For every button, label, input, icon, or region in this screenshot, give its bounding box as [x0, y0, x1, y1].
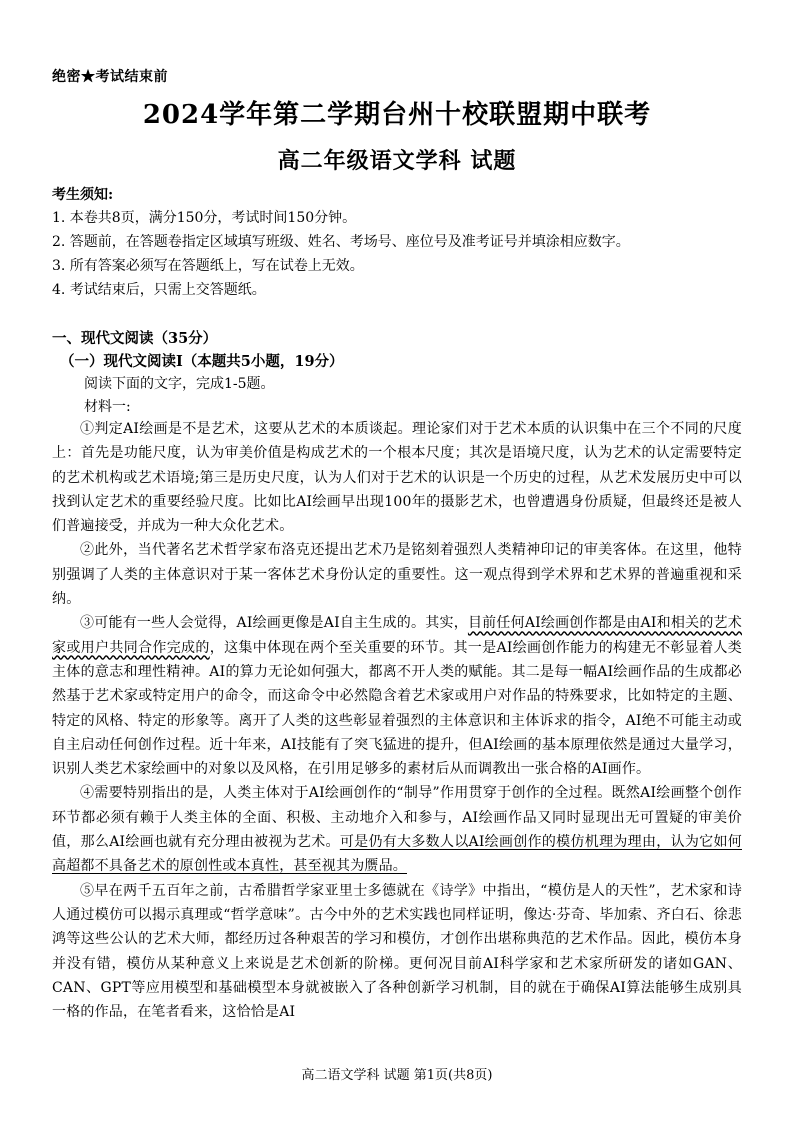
exam-subtitle: 高二年级语文学科 试题 — [277, 148, 517, 174]
paragraph-4-start: ④需要特别指出的是，人类主体对于AI绘画创作的“制导”作用贯穿于创作的全过程。既然AI绘画整个创作环节都必须有赖于人类主体的全面、积极、主动地介入和参与，AI绘画作品又同时显现出无可置疑的审美价值，那么AI绘画也就有充分理由被视为艺术。 — [52, 785, 742, 851]
notice-item-1: 1. 本卷共8页，满分150分，考试时间150分钟。 — [52, 210, 357, 226]
section-heading: 一、现代文阅读（35分） — [52, 330, 218, 347]
confidential-label: 绝密★考试结束前 — [52, 69, 168, 85]
paragraph-4 — [52, 781, 742, 878]
reading-passage — [52, 417, 742, 1024]
subsection-heading: （一）现代文阅读Ⅰ（本题共5小题，19分） — [60, 353, 344, 370]
notice-item-4: 4. 考试结束后，只需上交答题纸。 — [52, 282, 266, 298]
paragraph-3 — [52, 611, 742, 781]
exam-title: 2024学年第二学期台州十校联盟期中联考 — [142, 100, 652, 130]
underlined-sentence: 可是仍有大多数人以AI绘画创作的模仿机理为理由，认为它如何高超都不具备艺术的原创性或本真性，甚至视其为赝品。 — [52, 834, 742, 875]
paragraph-3-start: ③可能有一些人会觉得，AI绘画更像是AI自主生成的。其实， — [80, 615, 468, 632]
paragraph-5: ⑤早在两千五百年之前，古希腊哲学家亚里士多德就在《诗学》中指出，“模仿是人的天性”，艺术家和诗人通过模仿可以揭示真理或“哲学意味”。古今中外的艺术实践也同样证明，像达·芬奇、毕加索、齐白石、徐悲鸿等这些公认的艺术大师，都经历过各种艰苦的学习和模仿，才创作出堪称典范的艺术作品。因此，模仿本身并没有错，模仿从某种意义上来说是艺术创新的阶梯。更何况目前AI科学家和艺术家所研发的诸如GAN、CAN、GPT等应用模型和基础模型本身就被嵌入了各种创新学习机制，目的就在于确保AI算法能够生成别具一格的作品，在笔者看来，这恰恰是AI — [52, 882, 742, 1021]
paragraph-2: ②此外，当代著名艺术哲学家布洛克还提出艺术乃是铭刻着强烈人类精神印记的审美客体。在这里，他特别强调了人类的主体意识对于某一客体艺术身份认定的重要性。这一观点得到学术界和艺术界的普遍重视和采纳。 — [52, 542, 742, 608]
material-label: 材料一: — [84, 399, 131, 415]
notice-heading: 考生须知: — [52, 187, 114, 203]
paragraph-1: ①判定AI绘画是不是艺术，这要从艺术的本质谈起。理论家们对于艺术本质的认识集中在三个不同的尺度上：首先是功能尺度，认为审美价值是构成艺术的一个根本尺度；其次是语境尺度，认为艺术的认定需要特定的艺术机构或艺术语境;第三是历史尺度，认为人们对于艺术的认识是一个历史的过程，从艺术发展历史中可以找到认定艺术的重要经验尺度。比如比AI绘画早出现100年的摄影艺术，也曾遭遇身份质疑，但最终还是被人们普遍接受，并成为一种大众化艺术。 — [52, 421, 742, 535]
notice-item-3: 3. 所有答案必须写在答题纸上，写在试卷上无效。 — [52, 258, 364, 274]
paragraph-3-rest: ，这集中体现在两个至关重要的环节。其一是AI绘画创作能力的构建无不彰显着人类主体的意志和理性精神。AI的算力无论如何强大，都离不开人类的赋能。其二是每一幅AI绘画作品的生成都必然基于艺术家或特定用户的命令，而这命令中必然隐含着艺术家或用户对作品的特殊要求，比如特定的主题、特定的风格、特定的形象等。离开了人类的这些彰显着强烈的主体意识和主体诉求的指令，AI绝不可能主动或自主启动任何创作过程。近十年来，AI技能有了突飞猛进的提升，但AI绘画的基本原理依然是通过大量学习，识别人类艺术家绘画中的对象以及风格，在引用足够多的素材后从而调教出一张合格的AI画作。 — [52, 639, 742, 778]
page-footer: 高二语文学科 试题 第1页(共8页) — [301, 1068, 493, 1083]
reading-instruction: 阅读下面的文字，完成1-5题。 — [84, 376, 275, 392]
notice-item-2: 2. 答题前，在答题卷指定区域填写班级、姓名、考场号、座位号及准考证号并填涂相应数字。 — [52, 234, 630, 250]
wavy-underlined-sentence: 目前任何AI绘画创作都是由AI和相关的艺术家或用户共同合作完成的 — [52, 615, 742, 656]
